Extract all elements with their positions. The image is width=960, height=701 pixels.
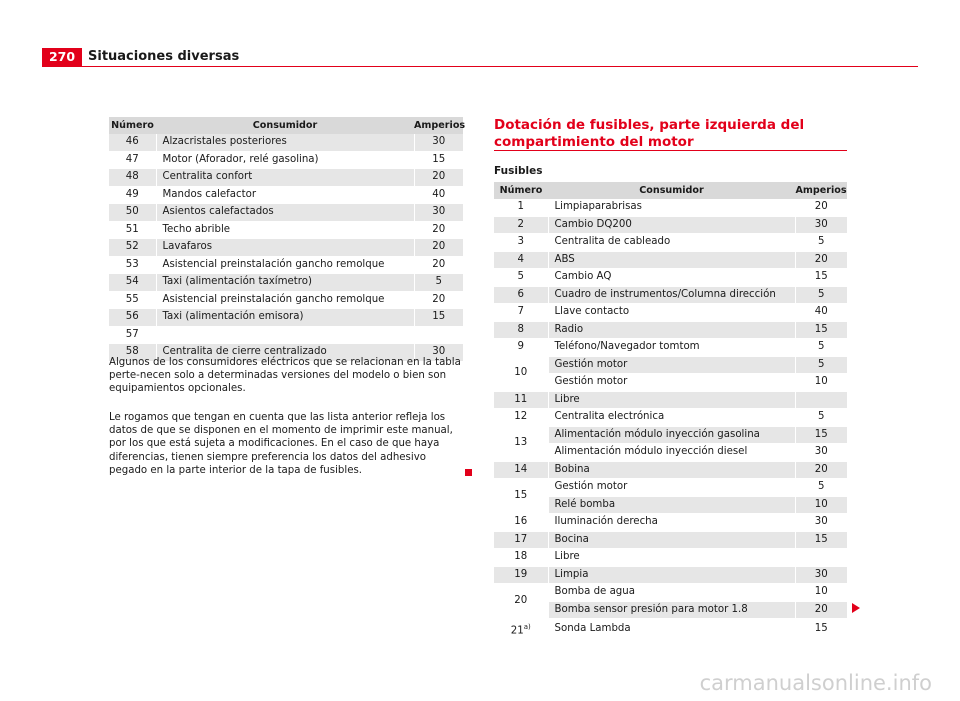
table-row: [494, 321, 847, 339]
fuse-number-text: 15: [514, 489, 528, 501]
footnote-marker: a): [523, 623, 531, 631]
fuse-number-text: 17: [514, 533, 528, 545]
amperage: 10: [795, 584, 847, 602]
header-divider: [42, 66, 918, 67]
consumer-name: Libre: [548, 549, 795, 567]
fuse-number: [494, 216, 548, 234]
fuse-number: 56: [109, 309, 156, 327]
fuse-number-text: 20: [514, 594, 528, 606]
section-end-icon: [465, 469, 472, 476]
fuse-number: 53: [109, 256, 156, 274]
column-header-amps: Amperios: [414, 117, 463, 134]
fuse-number: 51: [109, 221, 156, 239]
amperage: 5: [414, 274, 463, 292]
fuse-number: 50: [109, 204, 156, 222]
consumer-name: Gestión motor: [548, 356, 795, 374]
fuse-number: [494, 531, 548, 549]
fuse-number-text: 11: [514, 393, 528, 405]
fuse-number: 47: [109, 151, 156, 169]
table-row: [494, 549, 847, 567]
fuse-number: [494, 269, 548, 287]
table-row: [109, 274, 463, 292]
amperage: 5: [795, 409, 847, 427]
fuse-number-text: 18: [514, 551, 528, 562]
fuse-number: [494, 199, 548, 216]
consumer-name: Bocina: [548, 531, 795, 549]
table-row: [109, 134, 463, 151]
amperage: 20: [414, 256, 463, 274]
table-row: [494, 566, 847, 584]
fuse-number-text: 16: [514, 516, 528, 527]
table-row: [494, 356, 847, 374]
fuse-number: [494, 514, 548, 532]
consumer-name: Teléfono/Navegador tomtom: [548, 339, 795, 357]
amperage: 5: [795, 234, 847, 252]
amperage: 30: [795, 444, 847, 462]
amperage: 20: [795, 601, 847, 619]
fuse-number-text: 2: [517, 218, 524, 230]
table-row: [109, 309, 463, 327]
table-row: [109, 151, 463, 169]
consumer-name: Alzacristales posteriores: [156, 134, 414, 151]
fuse-number-text: 9: [517, 341, 524, 352]
consumer-name: Mandos calefactor: [156, 186, 414, 204]
consumer-name: Sonda Lambda: [548, 619, 795, 641]
fuse-number: 54: [109, 274, 156, 292]
amperage: 20: [414, 169, 463, 187]
table-row: [494, 234, 847, 252]
amperage: 5: [795, 339, 847, 357]
amperage: 20: [795, 199, 847, 216]
amperage: 5: [795, 356, 847, 374]
consumer-name: Asistencial preinstalación gancho remolque: [156, 291, 414, 309]
amperage: 20: [795, 251, 847, 269]
amperage: 30: [795, 566, 847, 584]
consumer-name: Techo abrible: [156, 221, 414, 239]
fuse-number: [494, 356, 548, 391]
table-row: [494, 304, 847, 322]
amperage: 15: [414, 151, 463, 169]
table-row: [494, 391, 847, 409]
consumer-name: Taxi (alimentación emisora): [156, 309, 414, 327]
fuse-number: 49: [109, 186, 156, 204]
consumer-name: Bomba de agua: [548, 584, 795, 602]
fuse-table-continued: [109, 117, 466, 362]
table-row: [109, 239, 463, 257]
table-row: [494, 584, 847, 602]
table-row: [494, 619, 847, 641]
table-row: [494, 216, 847, 234]
amperage: 5: [795, 286, 847, 304]
table-row: [494, 461, 847, 479]
consumer-name: Centralita de cableado: [548, 234, 795, 252]
consumer-name: Llave contacto: [548, 304, 795, 322]
consumer-name: Centralita electrónica: [548, 409, 795, 427]
amperage: 30: [414, 204, 463, 222]
table-row: [494, 409, 847, 427]
fuse-number-text: 4: [517, 253, 524, 265]
table-row: [494, 479, 847, 497]
page-title: Situaciones diversas: [88, 49, 240, 64]
fuse-number: 58: [109, 344, 156, 362]
consumer-name: Radio: [548, 321, 795, 339]
amperage: 15: [414, 309, 463, 327]
table-row: [109, 204, 463, 222]
amperage: 15: [795, 321, 847, 339]
table-row: [494, 286, 847, 304]
fuse-number: [494, 286, 548, 304]
fuse-number-text: 5: [517, 271, 524, 282]
table-body: [494, 199, 847, 640]
consumer-name: Limpia: [548, 566, 795, 584]
fuse-number: 55: [109, 291, 156, 309]
table-row: [109, 186, 463, 204]
consumer-name: Cambio AQ: [548, 269, 795, 287]
fuse-number: [494, 549, 548, 567]
consumer-name: Centralita confort: [156, 169, 414, 187]
consumer-name: Gestión motor: [548, 479, 795, 497]
table-row: [494, 269, 847, 287]
table-row: [494, 251, 847, 269]
watermark: carmanualsonline.info: [699, 671, 932, 695]
section-divider: [494, 150, 847, 151]
consumer-name: [156, 326, 414, 344]
fuse-number: [494, 566, 548, 584]
page-header: [0, 0, 960, 70]
fuse-number: [494, 339, 548, 357]
fuse-number: 52: [109, 239, 156, 257]
consumer-name: Asientos calefactados: [156, 204, 414, 222]
table-header-row: [494, 182, 847, 199]
fuse-number: [494, 304, 548, 322]
consumer-name: Libre: [548, 391, 795, 409]
consumer-name: Centralita de cierre centralizado: [156, 344, 414, 362]
amperage: [795, 391, 847, 409]
amperage: [414, 326, 463, 344]
consumer-name: Bomba sensor presión para motor 1.8: [548, 601, 795, 619]
table-body: [109, 134, 463, 361]
note-paragraph: Algunos de los consumidores eléctricos que se relacionan en la tabla perte-necen solo a determinadas versiones del modelo o bien son equipamientos opcionales.: [109, 357, 461, 395]
amperage: 15: [795, 619, 847, 641]
column-header-number: Número: [494, 182, 548, 199]
consumer-name: Asistencial preinstalación gancho remolque: [156, 256, 414, 274]
amperage: [795, 549, 847, 567]
table-row: [494, 426, 847, 444]
section-title: Dotación de fusibles, parte izquierda del compartimiento del motor: [494, 117, 805, 150]
fuse-number: [494, 426, 548, 461]
consumer-name: Taxi (alimentación taxímetro): [156, 274, 414, 292]
amperage: 10: [795, 496, 847, 514]
fuse-number-text: 13: [514, 437, 528, 449]
amperage: 20: [795, 461, 847, 479]
fuse-number: 46: [109, 134, 156, 151]
amperage: 20: [414, 291, 463, 309]
column-header-consumer: Consumidor: [548, 182, 795, 199]
column-header-amps: Amperios: [795, 182, 847, 199]
table-row: [109, 291, 463, 309]
table-row: [109, 326, 463, 344]
fuse-number: 57: [109, 326, 156, 344]
amperage: 15: [795, 531, 847, 549]
amperage: 30: [795, 514, 847, 532]
amperage: 20: [414, 221, 463, 239]
amperage: 30: [795, 216, 847, 234]
amperage: 15: [795, 269, 847, 287]
fuse-number-text: 19: [514, 568, 528, 580]
table-row: [109, 256, 463, 274]
consumer-name: Bobina: [548, 461, 795, 479]
amperage: 40: [795, 304, 847, 322]
disclaimer-paragraph: Le rogamos que tengan en cuenta que las lista anterior refleja los datos de que se disponen en el momento de imprimir este manual, por los que está sujeta a modificaciones. En el caso de que haya diferencias, tienen siempre preferencia los datos del adhesivo pegado en la parte interior de la tapa de fusibles.: [109, 412, 453, 476]
table-header-row: [109, 117, 463, 134]
fuse-number-text: 1: [517, 201, 524, 212]
consumer-name: Limpiaparabrisas: [548, 199, 795, 216]
column-header-number: Número: [109, 117, 156, 134]
amperage: 30: [414, 134, 463, 151]
amperage: 10: [795, 374, 847, 392]
fuse-number-text: 6: [517, 288, 524, 300]
continue-arrow-icon[interactable]: [852, 603, 860, 613]
consumer-name: Gestión motor: [548, 374, 795, 392]
table-row: [494, 531, 847, 549]
subheading: Fusibles: [494, 165, 543, 177]
consumer-name: Relé bomba: [548, 496, 795, 514]
fuse-number-text: 10: [514, 367, 528, 379]
fuse-number: [494, 584, 548, 619]
consumer-name: Cambio DQ200: [548, 216, 795, 234]
fuse-number-text: 3: [517, 236, 524, 247]
fuse-number: 48: [109, 169, 156, 187]
table-row: [494, 339, 847, 357]
consumer-name: Motor (Aforador, relé gasolina): [156, 151, 414, 169]
fuse-number: [494, 479, 548, 514]
consumer-name: Cuadro de instrumentos/Columna dirección: [548, 286, 795, 304]
fuse-number: [494, 391, 548, 409]
table-row: [494, 514, 847, 532]
consumer-name: Lavafaros: [156, 239, 414, 257]
amperage: 5: [795, 479, 847, 497]
fuse-number: [494, 234, 548, 252]
consumer-name: Iluminación derecha: [548, 514, 795, 532]
amperage: 40: [414, 186, 463, 204]
table-row: [109, 221, 463, 239]
consumer-name: ABS: [548, 251, 795, 269]
fuse-number: [494, 321, 548, 339]
fuse-number-text: 8: [517, 323, 524, 335]
amperage: 30: [414, 344, 463, 362]
consumer-name: Alimentación módulo inyección gasolina: [548, 426, 795, 444]
consumer-name: Alimentación módulo inyección diesel: [548, 444, 795, 462]
amperage: 20: [414, 239, 463, 257]
fuse-number: [494, 461, 548, 479]
fuse-number: [494, 251, 548, 269]
fuse-table-left-engine: [494, 182, 847, 641]
amperage: 15: [795, 426, 847, 444]
table-row: [109, 169, 463, 187]
fuse-number-text: 12: [514, 411, 528, 422]
table-row: [494, 199, 847, 216]
column-header-consumer: Consumidor: [156, 117, 414, 134]
fuse-number-text: 7: [517, 306, 524, 317]
fuse-number: [494, 409, 548, 427]
page-number: 270: [42, 48, 82, 66]
fuse-number-text: 14: [514, 463, 528, 475]
fuse-number: [494, 619, 548, 641]
fuse-number-text: 21: [510, 625, 524, 637]
